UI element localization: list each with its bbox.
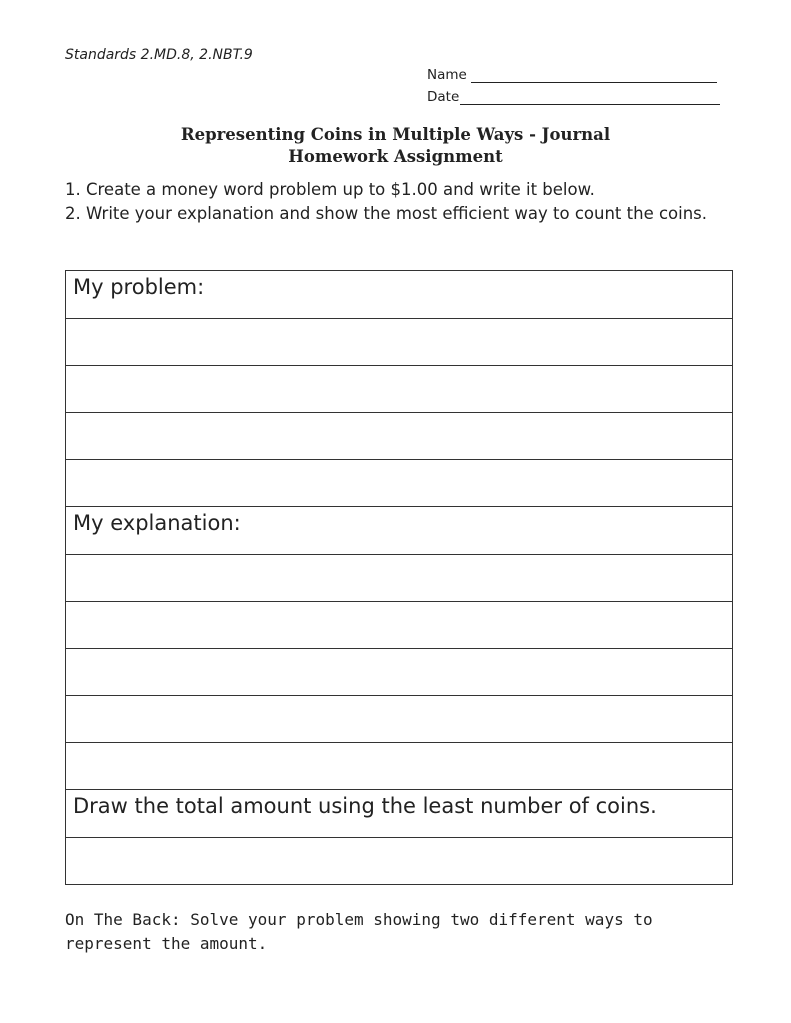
table-row xyxy=(66,602,733,649)
name-blank-line[interactable] xyxy=(471,68,717,83)
table-row xyxy=(66,319,733,366)
table-row xyxy=(66,366,733,413)
instruction-2: 2. Write your explanation and show the most efficient way to count the coins. xyxy=(65,203,708,223)
name-field[interactable] xyxy=(427,67,717,83)
draw-coins-label-cell[interactable]: Draw the total amount using the least number of coins. xyxy=(66,790,733,838)
problem-writing-line[interactable] xyxy=(66,366,733,413)
explanation-writing-line[interactable] xyxy=(66,602,733,649)
back-note: On The Back: Solve your problem showing two different ways to represent the amount. xyxy=(65,910,653,953)
explanation-writing-line[interactable] xyxy=(66,649,733,696)
table-row xyxy=(66,413,733,460)
table-row xyxy=(66,555,733,602)
worksheet-table xyxy=(65,270,733,885)
standards-label: Standards 2.MD.8, 2.NBT.9 xyxy=(65,47,253,63)
draw-coins-area[interactable] xyxy=(66,838,733,885)
table-row xyxy=(66,838,733,885)
page-title: Representing Coins in Multiple Ways - Journal xyxy=(180,125,611,144)
table-row xyxy=(66,271,733,319)
date-label: Date xyxy=(427,89,460,105)
table-row xyxy=(66,790,733,838)
date-blank-line[interactable] xyxy=(460,90,720,105)
problem-writing-line[interactable] xyxy=(66,319,733,366)
explanation-writing-line[interactable] xyxy=(66,743,733,790)
explanation-writing-line[interactable] xyxy=(66,555,733,602)
instruction-1: 1. Create a money word problem up to $1.00 and write it below. xyxy=(65,180,595,199)
table-row xyxy=(66,696,733,743)
page-subtitle: Homework Assignment xyxy=(288,147,503,166)
explanation-label-cell[interactable]: My explanation: xyxy=(66,507,733,555)
date-field[interactable] xyxy=(427,89,720,105)
instructions xyxy=(65,178,715,225)
problem-writing-line[interactable] xyxy=(66,460,733,507)
name-label: Name xyxy=(427,67,467,83)
table-row xyxy=(66,649,733,696)
explanation-writing-line[interactable] xyxy=(66,696,733,743)
problem-writing-line[interactable] xyxy=(66,413,733,460)
table-row xyxy=(66,743,733,790)
table-row xyxy=(66,460,733,507)
table-row xyxy=(66,507,733,555)
problem-label-cell[interactable]: My problem: xyxy=(66,271,733,319)
